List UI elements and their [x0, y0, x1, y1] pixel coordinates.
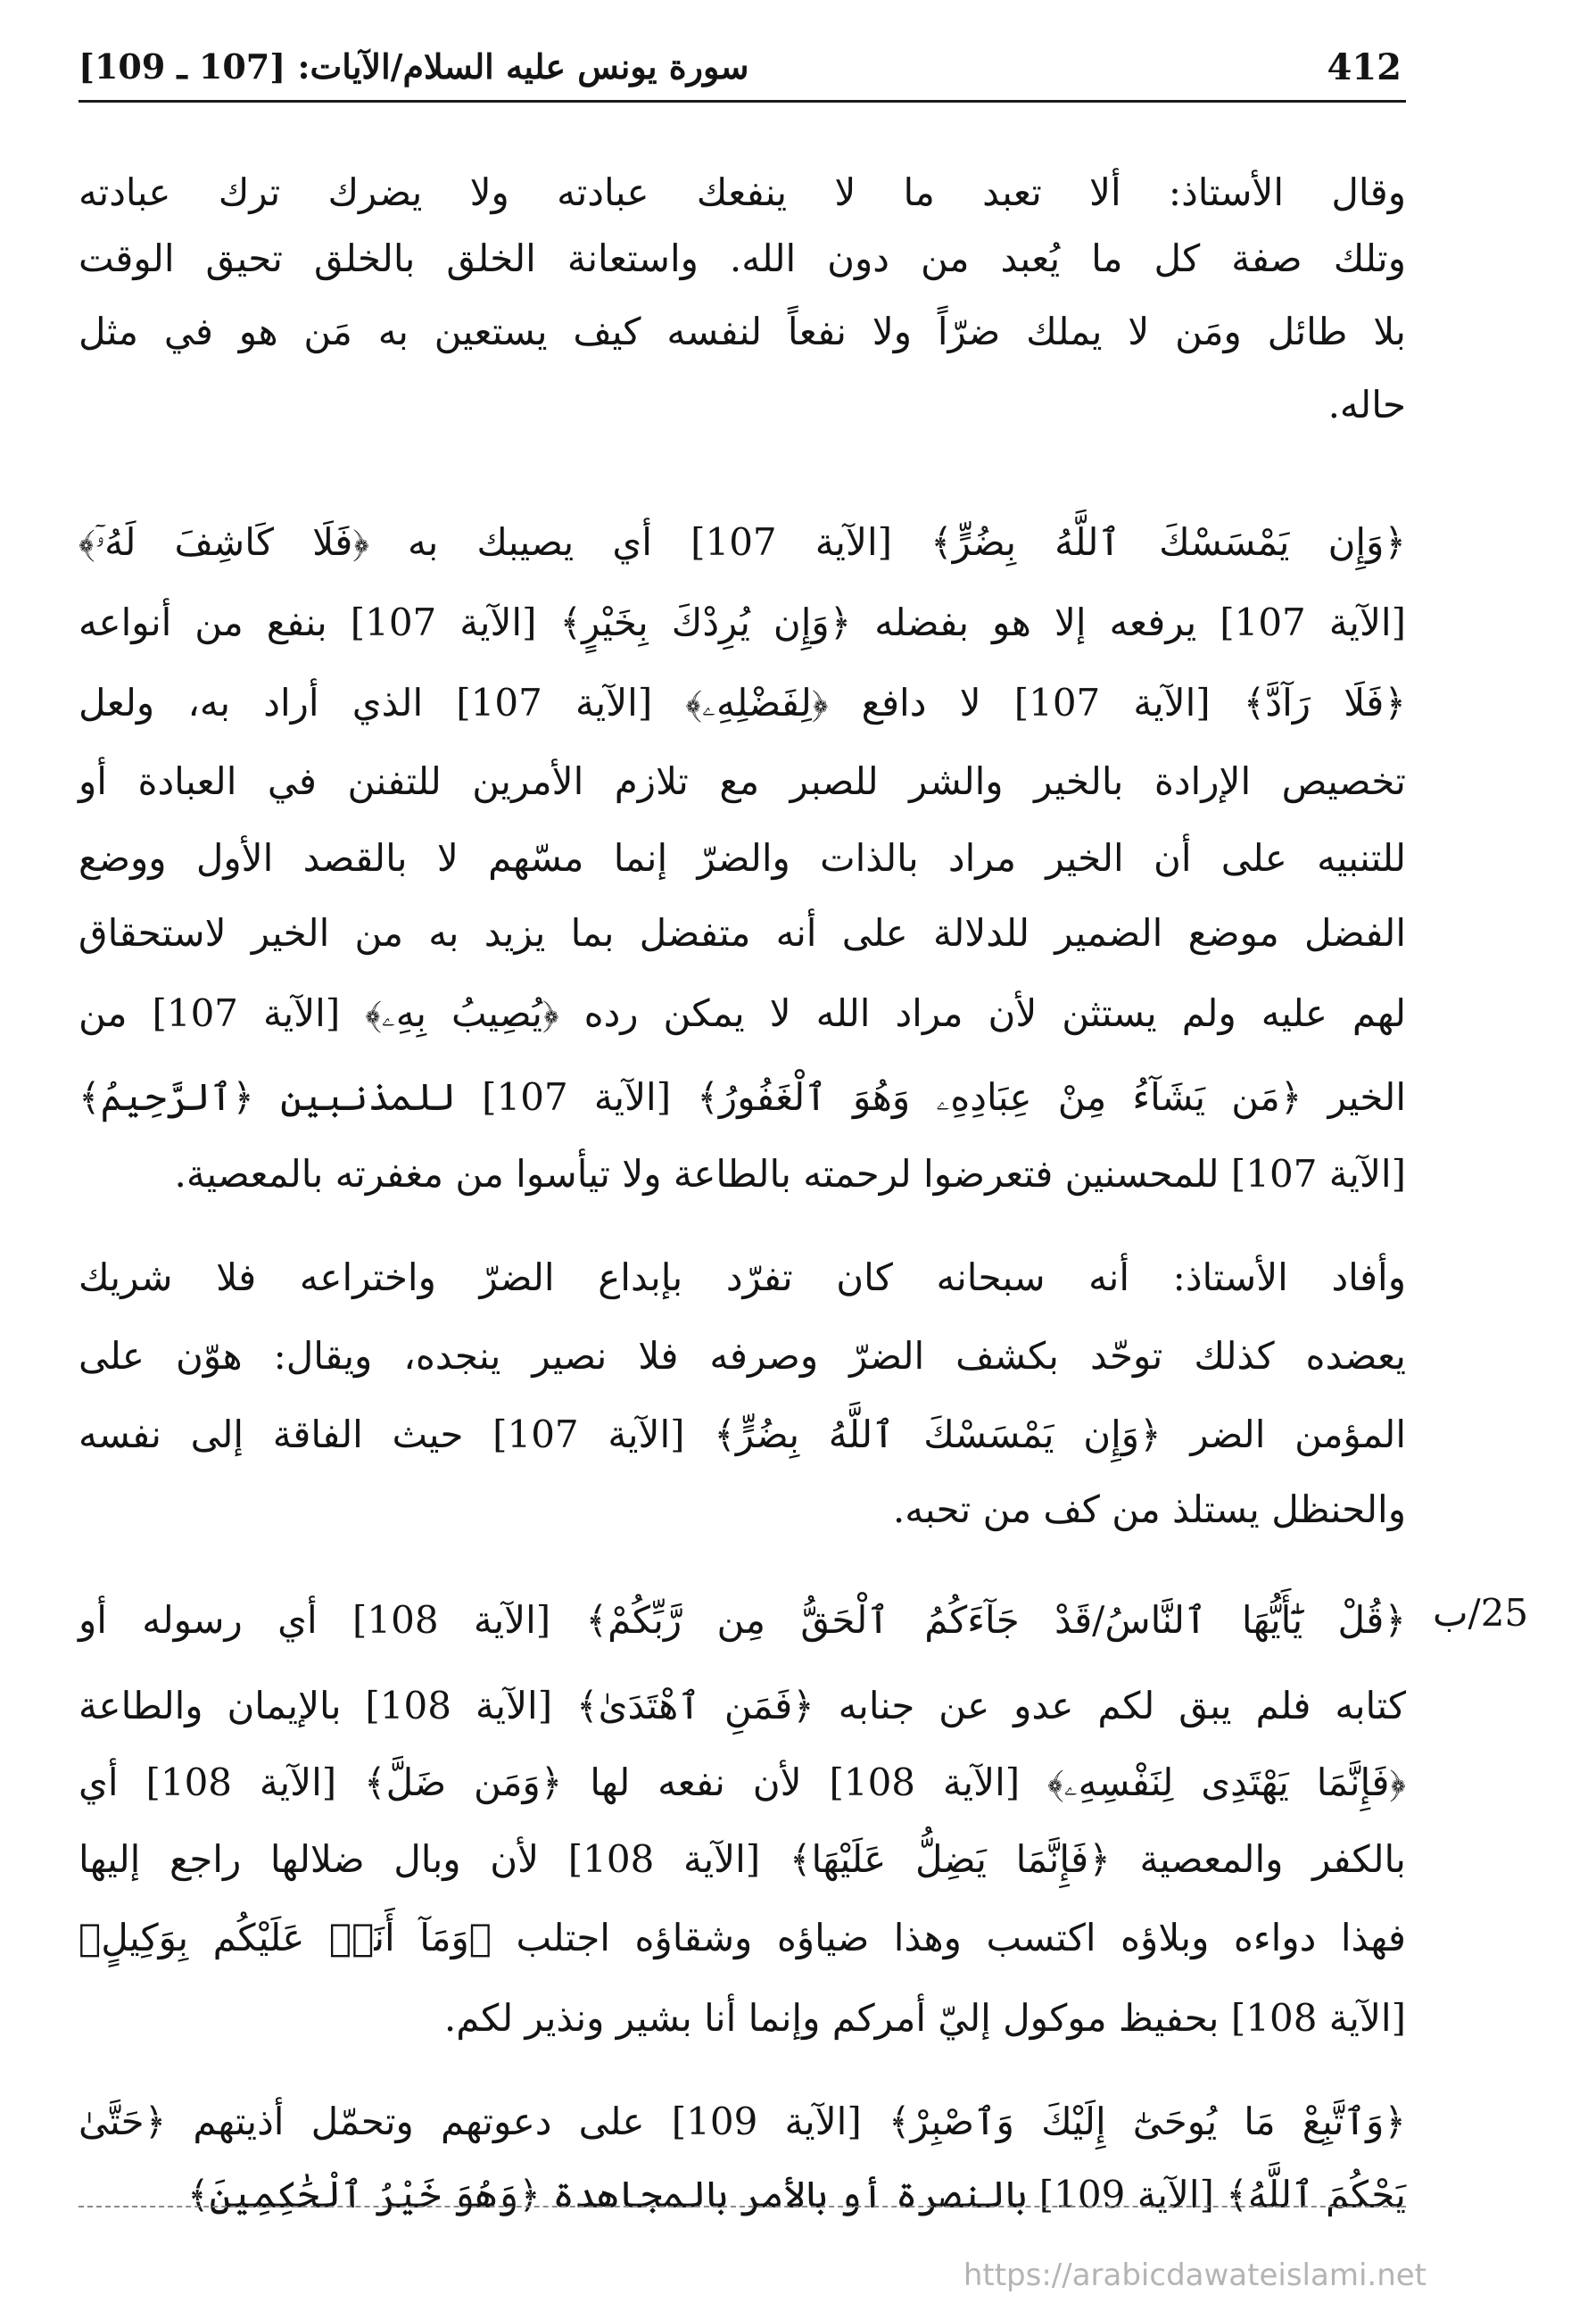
text-line: [الآية 107] يرفعه إلا هو بفضله ﴿وَإِن يُرِدْكَ بِخَيْرٍ﴾ [الآية 107] بنفع من أنواعه — [79, 601, 1406, 644]
text-line: حاله. — [1327, 383, 1406, 427]
text-line: بالكفر والمعصية ﴿فَإِنَّمَا يَضِلُّ عَلَيْهَا﴾ [الآية 108] لأن وبال ضلالها راجع إليها — [79, 1837, 1406, 1881]
margin-folio-note: 25/ب — [1433, 1591, 1529, 1635]
watermark-url: https://arabicdawateislami.net — [963, 2257, 1426, 2293]
scan-divider — [79, 2206, 1406, 2207]
text-line: ﴿فَإِنَّمَا يَهْتَدِى لِنَفْسِهِۦ﴾ [الآية 108] لأن نفعه لها ﴿وَمَن ضَلَّ﴾ [الآية 108] أي — [79, 1760, 1406, 1804]
text-line: والحنظل يستلذ من كف من تحبه. — [892, 1487, 1406, 1531]
text-line: لهم عليه ولم يستثن لأن مراد الله لا يمكن رده ﴿يُصِيبُ بِهِۦ﴾ [الآية 107] من — [79, 991, 1406, 1035]
text-line: وتلك صفة كل ما يُعبد من دون الله. واستعانة الخلق بالخلق تحيق الوقت — [79, 236, 1406, 280]
text-line: فهذا دواءه وبلاؤه اكتسب وهذا ضياؤه وشقاؤه اجتلب ﴿وَمَآ أَنَا۠ عَلَيْكُم بِوَكِيلٍ﴾ — [79, 1916, 1406, 1959]
text-line: ﴿قُلْ يَٰٓأَيُّهَا ٱلنَّاسُ/قَدْ جَآءَكُمُ ٱلْحَقُّ مِن رَّبِّكُمْ﴾ [الآية 108] أي رسوله أو — [79, 1598, 1406, 1642]
text-line: ﴿فَلَا رَآدَّ﴾ [الآية 107] لا دافع ﴿لِفَضْلِهِۦ﴾ [الآية 107] الذي أراد به، ولعل — [79, 681, 1406, 725]
text-line: [الآية 107] للمحسنين فتعرضوا لرحمته بالطاعة ولا تيأسوا من مغفرته بالمعصية. — [174, 1152, 1406, 1196]
page-number: 412 — [1327, 46, 1402, 88]
text-line: الخير ﴿مَن يَشَآءُ مِنْ عِبَادِهِۦ وَهُوَ ٱلْغَفُورُ﴾ [الآية 107] للمذنبين ﴿ٱلرَّحِيمُ﴾ — [79, 1075, 1406, 1119]
text-line: المؤمن الضر ﴿وَإِن يَمْسَسْكَ ٱللَّهُ بِضُرٍّ﴾ [الآية 107] حيث الفاقة إلى نفسه — [79, 1412, 1406, 1456]
text-line: وأفاد الأستاذ: أنه سبحانه كان تفرّد بإبداع الضرّ واختراعه فلا شريك — [79, 1255, 1406, 1299]
text-line: يعضده كذلك توحّد بكشف الضرّ وصرفه فلا نصير ينجده، ويقال: هوّن على — [79, 1334, 1406, 1378]
text-line: ﴿وَٱتَّبِعْ مَا يُوحَىٰٓ إِلَيْكَ وَٱصْبِرْ﴾ [الآية 109] على دعوتهم وتحمّل أذيتهم ﴿حَتَّىٰ — [79, 2100, 1406, 2143]
text-line: للتنبيه على أن الخير مراد بالذات والضرّ إنما مسّهم لا بالقصد الأول ووضع — [79, 836, 1406, 880]
text-line: الفضل موضع الضمير للدلالة على أنه متفضل بما يزيد به من الخير لاستحقاق — [79, 911, 1406, 955]
text-line: وقال الأستاذ: ألا تعبد ما لا ينفعك عبادته ولا يضرك ترك عبادته — [79, 170, 1406, 214]
text-line: كتابه فلم يبق لكم عدو عن جنابه ﴿فَمَنِ ٱهْتَدَىٰ﴾ [الآية 108] بالإيمان والطاعة — [79, 1684, 1406, 1727]
text-line: تخصيص الإرادة بالخير والشر للصبر مع تلازم الأمرين للتفنن في العبادة أو — [79, 759, 1406, 803]
text-line: بلا طائل ومَن لا يملك ضرّاً ولا نفعاً لنفسه كيف يستعين به مَن هو في مثل — [79, 310, 1406, 353]
header-rule — [79, 100, 1406, 103]
running-title: سورة يونس عليه السلام/الآيات: [107 ـ 109] — [79, 46, 749, 87]
text-line: يَحْكُمَ ٱللَّهُ﴾ [الآية 109] بالنصرة أو بالأمر بالمجاهدة ﴿وَهُوَ خَيْرُ ٱلْحَٰكِمِينَ﴾ — [187, 2173, 1406, 2216]
text-line: ﴿وَإِن يَمْسَسْكَ ٱللَّهُ بِضُرٍّ﴾ [الآية 107] أي يصيبك به ﴿فَلَا كَاشِفَ لَهُۥٓ﴾ — [79, 520, 1406, 564]
text-line: [الآية 108] بحفيظ موكول إليّ أمركم وإنما أنا بشير ونذير لكم. — [443, 1996, 1406, 2040]
